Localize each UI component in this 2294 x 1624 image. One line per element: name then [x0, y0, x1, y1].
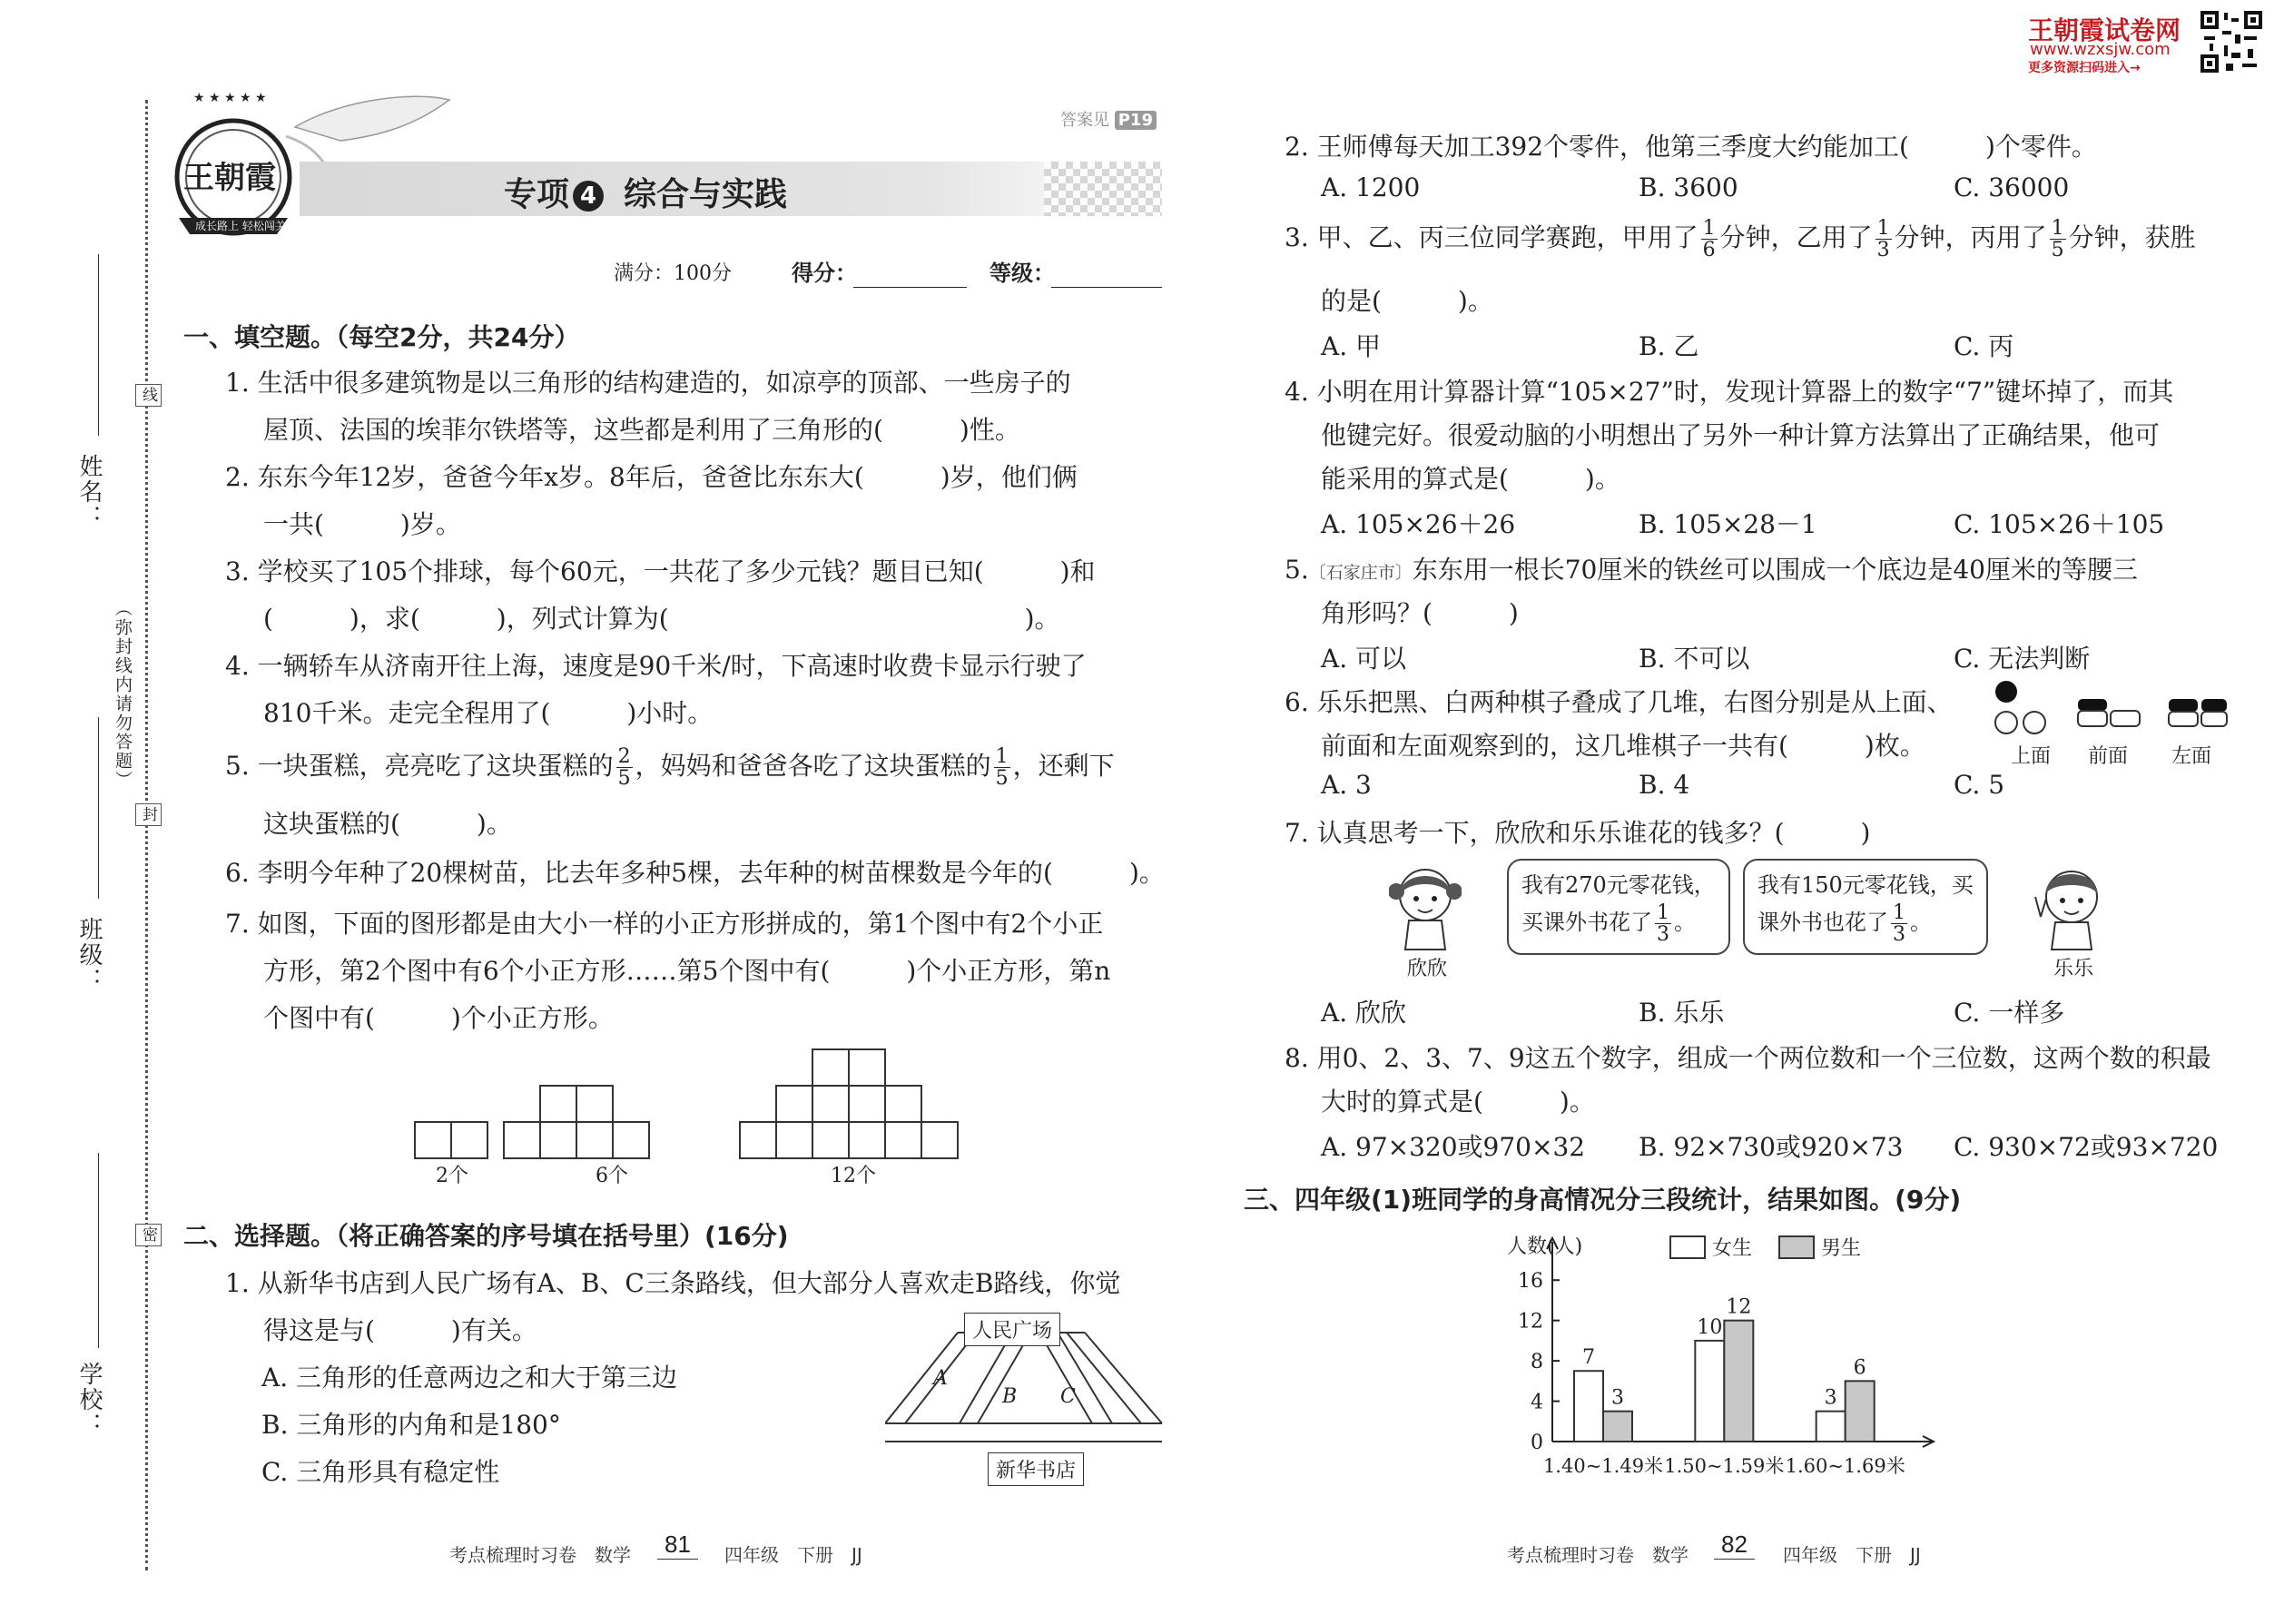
- s1-q6: 6. 李明今年种了20棵树苗，比去年多种5棵，去年种的树苗棵数是今年的( )。: [225, 858, 1165, 888]
- s2-q4-option-a[interactable]: A. 105×26＋26: [1321, 509, 1516, 539]
- s1-q2-line2: 一共( )岁。: [263, 509, 461, 539]
- y-tick-label: 0: [1531, 1432, 1543, 1454]
- fraction-numerator: 1: [995, 745, 1009, 768]
- full-score: 满分：100分: [614, 262, 732, 285]
- fraction-denominator: 5: [617, 767, 631, 791]
- grade-field[interactable]: [1051, 287, 1162, 288]
- fraction: [2050, 218, 2066, 261]
- y-tick-label: 16: [1518, 1270, 1543, 1294]
- y-tick-label: 12: [1518, 1310, 1543, 1334]
- fraction-denominator: 5: [2051, 239, 2064, 262]
- school-line: [98, 1153, 99, 1348]
- bar-value-label: 10: [1697, 1315, 1723, 1339]
- bubble-lele-text: 课外书也花了: [1757, 910, 1888, 936]
- class-label: 班级：: [75, 917, 103, 993]
- view-label-top: 上面: [2011, 745, 2052, 768]
- bar: [1695, 1341, 1724, 1442]
- title-number-badge: 4: [573, 181, 604, 212]
- bar-value-label: 7: [1582, 1346, 1595, 1370]
- qr-code-icon[interactable]: [2199, 9, 2264, 74]
- bubble-xinxin-line2: 买课外书花了 $\frac{1}{3}$ 。: [1521, 901, 1696, 947]
- s2-q8-line2: 大时的算式是( )。: [1321, 1087, 1595, 1117]
- name-label: 姓名：: [75, 454, 103, 530]
- s2-q7: 7. 认真思考一下，欣欣和乐乐谁花的钱多？( ): [1285, 818, 1871, 848]
- fraction: [616, 746, 633, 789]
- y-tick-label: 8: [1531, 1351, 1543, 1374]
- bubble-lele-line2: 课外书也花了 $\frac{1}{3}$ 。: [1757, 901, 1932, 947]
- class-line: [98, 717, 99, 899]
- s2-q7-option-a[interactable]: A. 欣欣: [1321, 998, 1407, 1028]
- answer-ref-page: P19: [1115, 111, 1157, 130]
- bar-value-label: 3: [1824, 1386, 1837, 1410]
- s2-q6-option-b[interactable]: B. 4: [1639, 770, 1690, 800]
- s1-q7-line2: 方形，第2个图中有6个小正方形……第5个图中有( )个小正方形，第n: [263, 956, 1111, 986]
- fraction: [1876, 218, 1892, 261]
- fraction: [1701, 218, 1718, 261]
- logo-text: 王朝霞: [183, 160, 276, 196]
- s2-q1-line1: 1. 从新华书店到人民广场有A、B、C三条路线，但大部分人喜欢走B路线，你觉: [225, 1268, 1121, 1298]
- bar-value-label: 6: [1853, 1356, 1866, 1380]
- brand-url[interactable]: www.wzxsjw.com: [2030, 40, 2171, 59]
- name-xinxin: 欣欣: [1407, 958, 1448, 980]
- s2-q7-option-c[interactable]: C. 一样多: [1954, 998, 2065, 1028]
- svg-text:★ ★ ★ ★ ★: ★ ★ ★ ★ ★: [193, 91, 267, 105]
- s1-q2-line1: 2. 东东今年12岁，爸爸今年x岁。8年后，爸爸比东东大( )岁，他们俩: [225, 462, 1078, 492]
- s1-q5-text-b: ，妈妈和爸爸各吃了这块蛋糕的: [635, 751, 991, 782]
- s2-q3-option-c[interactable]: C. 丙: [1954, 331, 2014, 361]
- fraction-numerator: 1: [1876, 217, 1890, 240]
- map-label-top: 人民广场: [964, 1313, 1060, 1346]
- fraction-denominator: 3: [1876, 239, 1890, 262]
- s2-q1-option-c[interactable]: C. 三角形具有稳定性: [261, 1457, 500, 1487]
- s2-q3-text-a: 3. 甲、乙、丙三位同学赛跑，甲用了: [1285, 222, 1698, 253]
- fraction: [994, 746, 1010, 789]
- s2-q5-line1: [1285, 550, 2138, 586]
- grade-label: 等级：: [989, 261, 1055, 286]
- s2-q5-text: 东东用一根长70厘米的铁丝可以围成一个底边是40厘米的等腰三: [1412, 555, 2138, 585]
- answer-ref: [1060, 107, 1157, 131]
- legend-label: 男生: [1821, 1237, 1862, 1260]
- map-label-bottom: 新华书店: [988, 1452, 1084, 1486]
- s2-q7-option-b[interactable]: B. 乐乐: [1639, 998, 1725, 1028]
- s2-q3-line2: 的是( )。: [1321, 286, 1493, 316]
- s1-q1-line1: 1. 生活中很多建筑物是以三角形的结构建造的，如凉亭的顶部、一些房子的: [225, 368, 1071, 398]
- bar-value-label: 12: [1726, 1295, 1752, 1319]
- s2-q8-line1: 8. 用0、2、3、7、9这五个数字，组成一个两位数和一个三位数，这两个数的积最: [1285, 1043, 2211, 1073]
- section2-heading: 二、选择题。（将正确答案的序号填在括号里）(16分): [183, 1221, 789, 1251]
- bar: [1574, 1371, 1603, 1442]
- footer-right-book: 考点梳理时习卷 数学: [1507, 1544, 1689, 1566]
- footer-left-book: 考点梳理时习卷 数学: [449, 1544, 631, 1566]
- brand-name: 王朝霞试卷网: [2028, 15, 2181, 45]
- s2-q5-line2: 角形吗？( ): [1321, 598, 1519, 628]
- s2-q5-number: 5.: [1285, 555, 1309, 585]
- s2-q1-option-b[interactable]: B. 三角形的内角和是180°: [261, 1410, 561, 1440]
- seal-mark-line: 线: [135, 384, 162, 407]
- fig-label-3: 12个: [831, 1165, 876, 1187]
- legend-swatch: [1779, 1236, 1814, 1258]
- school-label: 学校：: [75, 1362, 103, 1438]
- bubble-xinxin-line1: 我有270元零花钱，: [1521, 872, 1716, 898]
- fig-label-1: 2个: [436, 1165, 468, 1187]
- fraction-denominator: 3: [1893, 923, 1905, 947]
- section1-heading: 一、填空题。（每空2分，共24分）: [183, 322, 580, 352]
- fraction: [1655, 902, 1671, 945]
- bubble-lele-line1: 我有150元零花钱，买: [1757, 872, 1974, 898]
- s2-q5-option-c[interactable]: C. 无法判断: [1954, 644, 2091, 674]
- fraction-denominator: 3: [1657, 923, 1669, 947]
- s1-q3-line2: ( )，求( )，列式计算为( )。: [263, 604, 1060, 634]
- seal-mark-secret: 密: [135, 1224, 162, 1246]
- name-lele: 乐乐: [2053, 958, 2094, 980]
- s2-q3-text-d: 分钟，获胜: [2068, 222, 2196, 253]
- s2-q5-option-a[interactable]: A. 可以: [1321, 644, 1407, 674]
- s1-q7-line1: 7. 如图，下面的图形都是由大小一样的小正方形拼成的，第1个图中有2个小正: [225, 909, 1104, 939]
- bubble-xinxin-text: 买课外书花了: [1521, 910, 1652, 936]
- fraction-numerator: 1: [2051, 217, 2064, 240]
- s1-q4-line1: 4. 一辆轿车从济南开往上海，速度是90千米/时，下高速时收费卡显示行驶了: [225, 651, 1087, 681]
- footer-right-grade: 四年级 下册 JJ: [1783, 1544, 1921, 1566]
- s2-q6-line1: 6. 乐乐把黑、白两种棋子叠成了几堆，右图分别是从上面、: [1285, 687, 1953, 717]
- s2-q3-option-b[interactable]: B. 乙: [1639, 331, 1699, 361]
- x-tick-label: 1.40~1.49米: [1542, 1455, 1664, 1477]
- score-label: 得分：: [792, 261, 857, 286]
- s2-q5-option-b[interactable]: B. 不可以: [1639, 644, 1750, 674]
- map-route-c: C: [1060, 1385, 1076, 1408]
- s1-q5-text-a: 5. 一块蛋糕，亮亮吃了这块蛋糕的: [225, 751, 614, 782]
- fraction-denominator: 5: [995, 767, 1009, 791]
- seal-mark-seal: 封: [135, 803, 162, 826]
- fraction-numerator: 1: [1702, 217, 1716, 240]
- name-line: [98, 254, 99, 436]
- fraction-numerator: 2: [617, 745, 631, 768]
- seal-note: （弥封线内请勿答题）: [113, 599, 133, 790]
- logo-slogan: 成长路上 轻松闯关: [195, 220, 286, 232]
- s2-q6-line2: 前面和左面观察到的，这几堆棋子一共有( )枚。: [1321, 731, 1925, 761]
- s2-q4-line2: 他键完好。很爱动脑的小明想出了另外一种计算方法算出了正确结果，他可: [1321, 420, 2161, 450]
- s1-q5-line2: 这块蛋糕的( )。: [263, 809, 512, 839]
- fig-label-2: 6个: [596, 1165, 628, 1187]
- x-tick-label: 1.60~1.69米: [1785, 1455, 1905, 1477]
- s1-q1-line2: 屋顶、法国的埃菲尔铁塔等，这些都是利用了三角形的( )性。: [263, 415, 1020, 445]
- speech-bubble-xinxin: [1507, 859, 1730, 955]
- footer-left-page: 81: [657, 1530, 698, 1560]
- page-title: [504, 169, 787, 215]
- s2-q8-option-a[interactable]: A. 97×320或970×32: [1321, 1132, 1586, 1162]
- footer-right-page: 82: [1714, 1530, 1755, 1560]
- s2-q4-option-b[interactable]: B. 105×28－1: [1639, 509, 1817, 539]
- title-text: 综合与实践: [624, 176, 788, 213]
- chart-ylabel: 人数(人): [1507, 1235, 1583, 1258]
- seal-dotted-line: [145, 100, 148, 1570]
- footer-left-grade: 四年级 下册 JJ: [724, 1544, 862, 1566]
- map-route-a: A: [933, 1367, 948, 1390]
- bar: [1724, 1321, 1753, 1442]
- s2-q6-option-c[interactable]: C. 5: [1954, 770, 2005, 800]
- s2-q3-text-b: 分钟，乙用了: [1719, 222, 1873, 253]
- s1-q7-line3: 个图中有( )个小正方形。: [263, 1003, 614, 1033]
- fraction: [1891, 902, 1907, 945]
- view-label-left: 左面: [2171, 745, 2212, 768]
- s1-q5-line1: [225, 746, 1115, 789]
- map-route-b: B: [1002, 1385, 1018, 1408]
- bar: [1846, 1381, 1875, 1442]
- s1-q5-text-c: ，还剩下: [1012, 751, 1115, 782]
- region-tag: 〔石家庄市〕: [1308, 563, 1413, 583]
- s2-q6-option-a[interactable]: A. 3: [1321, 770, 1372, 800]
- title-checker: [1044, 162, 1162, 216]
- height-bar-chart: [1489, 1225, 1961, 1507]
- s2-q4-option-c[interactable]: C. 105×26＋105: [1954, 509, 2165, 539]
- bar: [1816, 1412, 1846, 1442]
- fraction-numerator: 1: [1893, 901, 1905, 925]
- s2-q2-option-a[interactable]: A. 1200: [1321, 172, 1421, 202]
- brand-scan-hint: 更多资源扫码进入→: [2028, 61, 2141, 75]
- s1-q3-line1: 3. 学校买了105个排球，每个60元，一共花了多少元钱？题目已知( )和: [225, 556, 1096, 586]
- fraction-numerator: 1: [1657, 901, 1669, 925]
- score-field[interactable]: [853, 287, 967, 288]
- s2-q4-line3: 能采用的算式是( )。: [1321, 464, 1620, 494]
- fraction-denominator: 6: [1702, 239, 1716, 262]
- bar-value-label: 3: [1611, 1386, 1624, 1410]
- y-tick-label: 4: [1531, 1391, 1543, 1414]
- girl-avatar-icon: [1389, 861, 1462, 951]
- legend-swatch: [1670, 1236, 1705, 1258]
- speech-bubble-lele: [1743, 859, 1988, 955]
- s2-q4-line1: 4. 小明在用计算器计算“105×27”时，发现计算器上的数字“7”键坏掉了，而其: [1285, 377, 2174, 407]
- s2-q1-line2: 得这是与( )有关。: [263, 1315, 537, 1345]
- s2-q2-option-b[interactable]: B. 3600: [1639, 172, 1738, 202]
- s2-q2-option-c[interactable]: C. 36000: [1954, 172, 2070, 202]
- title-prefix: 专项: [504, 176, 570, 213]
- s2-q3-text-c: 分钟，丙用了: [1894, 222, 2047, 253]
- s2-q8-option-b[interactable]: B. 92×730或920×73: [1639, 1132, 1904, 1162]
- view-label-front: 前面: [2088, 745, 2129, 768]
- section3-heading: 三、四年级(1)班同学的身高情况分三段统计，结果如图。(9分): [1244, 1185, 1962, 1215]
- s2-q8-option-c[interactable]: C. 930×72或93×720: [1954, 1132, 2219, 1162]
- boy-avatar-icon: [2033, 861, 2111, 951]
- s2-q3-line1: [1285, 218, 2196, 261]
- answer-ref-label: 答案见: [1060, 111, 1109, 130]
- square-pattern-figure: [413, 1042, 976, 1196]
- s1-q4-line2: 810千米。走完全程用了( )小时。: [263, 698, 714, 728]
- bar: [1603, 1412, 1632, 1442]
- s2-q2: 2. 王师傅每天加工392个零件，他第三季度大约能加工( )个零件。: [1285, 132, 2097, 162]
- s2-q1-option-a[interactable]: A. 三角形的任意两边之和大于第三边: [261, 1363, 678, 1393]
- s2-q3-option-a[interactable]: A. 甲: [1321, 331, 1382, 361]
- x-tick-label: 1.50~1.59米: [1664, 1455, 1785, 1477]
- legend-label: 女生: [1712, 1237, 1753, 1260]
